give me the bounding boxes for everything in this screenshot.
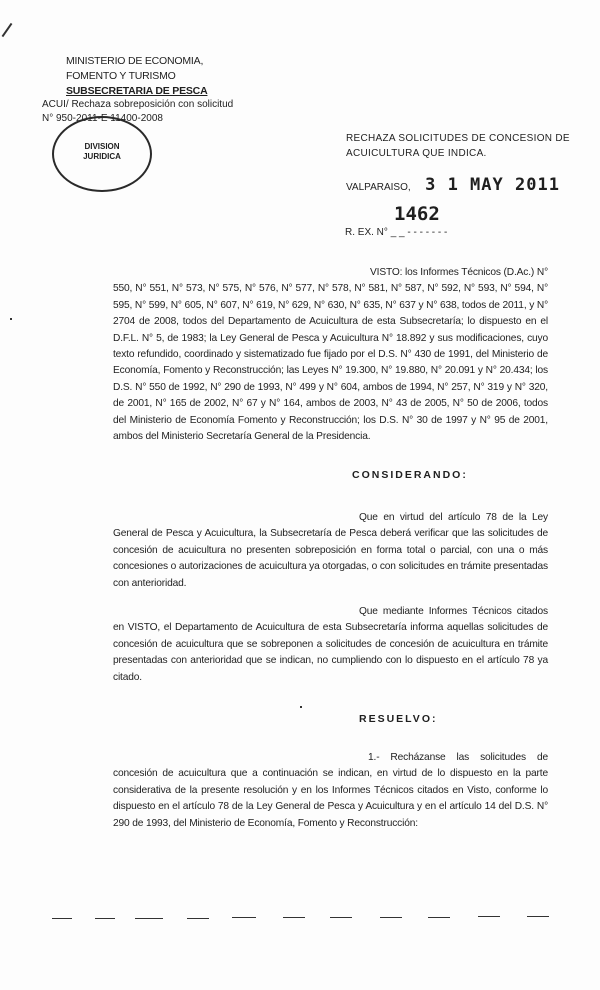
pen-mark [2,23,13,37]
considerando-paragraph-1 [113,510,548,592]
considerando-p1-text: Que en virtud del artículo 78 de la Ley General de Pesca y Acuicultura, la Subsecretaría de Pesca deberá verificar que las solicitudes de concesión de acuicultura no presenten sobreposición en forma total o parcial, con una o más concesiones o autorizaciones de acuicultura ya otorgadas, o con solicitudes en trámite presentadas con anterioridad. [113,512,548,589]
stamp-line1: DIVISION [84,142,120,151]
table-rule-fragment [232,917,256,918]
division-juridica-stamp [52,116,152,192]
considerando-paragraph-2 [113,604,548,686]
table-rule-fragment [135,918,163,919]
considerando-p2-text: Que mediante Informes Técnicos citados en VISTO, el Departamento de Acuicultura de esta Subsecretaría informa aquellas solicitudes de concesión de acuicultura que se sobreponen a solicitudes de concesión de acuicultura en trámite presentadas con anterioridad que se indican, no cumpliendo con lo dispuesto en el artículo 78 ya citado. [113,606,548,683]
rex-line [345,226,447,240]
resuelvo-p1-text: 1.- Recházanse las solicitudes de concesión de acuicultura que a continuación se indican, en virtud de lo dispuesto en la parte considerativa de la presente resolución y en los Informes Técnicos citados en Visto, conforme lo dispuesto en el artículo 78 de la Ley General de Pesca y Acuicultura y en el artículo 14 del D.S. N° 290 de 1993, del Ministerio de Economía, Fomento y Reconstrucción: [113,752,548,829]
stamp-line2: JURIDICA [83,152,121,161]
visto-text: VISTO: los Informes Técnicos (D.Ac.) N° 550, N° 551, N° 573, N° 575, N° 576, N° 577, N° 578, N° 581, N° 587, N° 592, N° 593, N° 594, N° 595, N° 599, N° 605, N° 607, N° 619, N° 629, N° 630, N° 635, N° 637 y N° 638, todos de 2011, y N° 2704 de 2008, todos del Departamento de Acuicultura de esta Subsecretaría; lo dispuesto en el D.F.L. N° 5, de 1983; la Ley General de Pesca y Acuicultura N° 18.892 y sus modificaciones, cuyo texto refundido, coordinado y sistematizado fue fijado por el D.S. N° 430 de 1991, del Ministerio de Economía, Fomento y Reconstrucción; las Leyes N° 19.300, N° 19.880, N° 20.091 y N° 20.434; los D.S. N° 550 de 1992, N° 290 de 1993, N° 499 y N° 604, ambos de 1994, N° 257, N° 319 y N° 320, de 2001, N° 165 de 2002, N° 67 y N° 164, ambos de 2003, N° 43 de 2005, N° 50 de 2006, todos del Ministerio de Economía Fomento y Reconstrucción; los D.S. N° 30 de 1997 y N° 95 de 2001, ambos del Ministerio Secretaría General de la Presidencia. [113,267,548,443]
table-rule-fragment [283,917,305,918]
table-rule-fragment [187,918,209,919]
visto-paragraph [113,265,548,445]
file-reference-line2: N° 950-2011-E 11400-2008 [42,113,163,124]
table-rule-fragment [428,917,450,918]
rex-blank: _ _ - - - - - - - [390,227,448,238]
ministry-header [66,54,266,99]
resuelvo-heading: RESUELVO: [359,713,438,725]
resuelvo-paragraph-1 [113,750,548,832]
table-rule-fragment [478,916,500,917]
ministry-name: MINISTERIO DE ECONOMIA, [66,55,204,67]
file-reference-line1: ACUI/ Rechaza sobreposición con solicitud [42,99,234,110]
table-rule-fragment [527,916,549,917]
table-rule-fragment [330,917,352,918]
rex-label: R. EX. N° [345,227,388,238]
table-rule-fragment [52,918,72,919]
resolution-title-line1: RECHAZA SOLICITUDES DE CONCESION DE [346,133,570,144]
date-stamp: 3 1 MAY 2011 [425,175,560,195]
considerando-heading: CONSIDERANDO: [352,469,468,481]
place-label: VALPARAISO, [346,182,411,193]
resolution-title-line2: ACUICULTURA QUE INDICA. [346,148,487,159]
ministry-subname: FOMENTO Y TURISMO [66,70,176,82]
table-rule-fragment [95,918,115,919]
scan-mark [10,318,12,320]
table-rule-fragment [380,917,402,918]
resolution-title [346,131,576,161]
subsecretaria-name: SUBSECRETARIA DE PESCA [66,85,208,97]
scan-mark [300,706,302,708]
resolution-number: 1462 [394,203,440,225]
place-date [346,175,586,195]
